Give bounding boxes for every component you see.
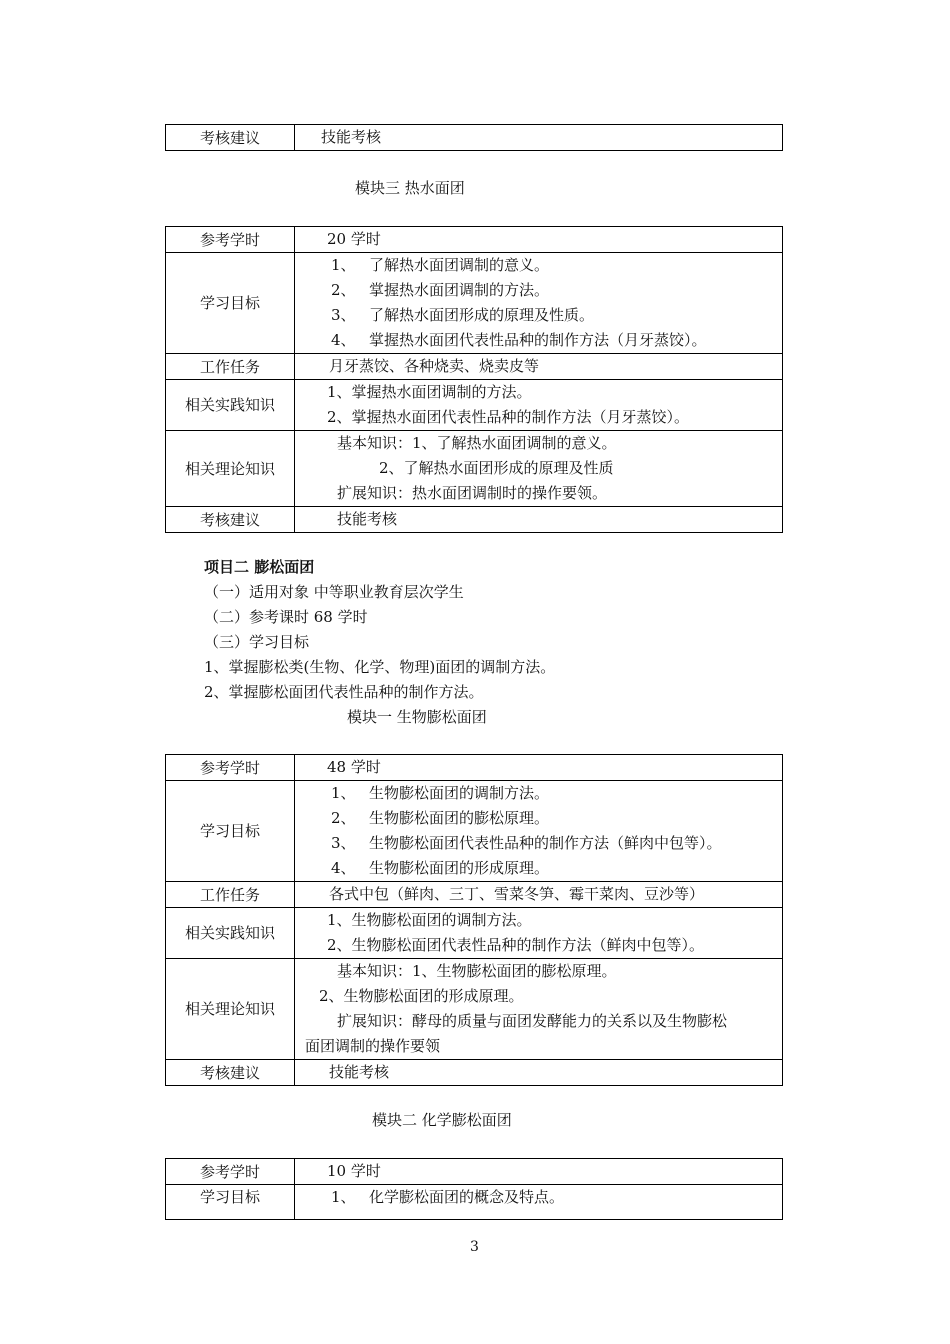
assess-label: 考核建议 (166, 507, 295, 533)
goal-item: 4、 掌握热水面团代表性品种的制作方法（月牙蒸饺）。 (331, 331, 707, 349)
goal-item: 3、 了解热水面团形成的原理及性质。 (331, 306, 595, 324)
task-label: 工作任务 (166, 882, 295, 908)
theory-item: 扩展知识：酵母的质量与面团发酵能力的关系以及生物膨松 (337, 1012, 728, 1030)
assess-label: 考核建议 (166, 1060, 295, 1086)
practice-item: 1、掌握热水面团调制的方法。 (327, 383, 532, 401)
goals-list (295, 1185, 783, 1220)
goal-item: 1、 了解热水面团调制的意义。 (331, 256, 550, 274)
theory-item: 面团调制的操作要领 (305, 1037, 441, 1055)
hours-value: 10 学时 (327, 1162, 381, 1180)
hours-label: 参考学时 (166, 1159, 295, 1185)
hours-value: 20 学时 (327, 230, 381, 248)
theory-item: 2、生物膨松面团的形成原理。 (319, 987, 524, 1005)
hours-label: 参考学时 (166, 227, 295, 253)
module1-title: 模块一 生物膨松面团 (347, 708, 487, 726)
project2-line: 1、掌握膨松类(生物、化学、物理)面团的调制方法。 (204, 658, 556, 676)
goal-item: 4、 生物膨松面团的形成原理。 (331, 859, 550, 877)
module2-title: 模块二 化学膨松面团 (372, 1111, 512, 1129)
module3-table (165, 226, 783, 533)
goal-item: 1、 化学膨松面团的概念及特点。 (331, 1188, 565, 1206)
assess-value: 技能考核 (321, 128, 382, 146)
theory-item: 基本知识：1、了解热水面团调制的意义。 (337, 434, 617, 452)
assess-value: 技能考核 (337, 510, 398, 528)
module2-table (165, 1158, 783, 1220)
project2-line: （一）适用对象 中等职业教育层次学生 (204, 583, 464, 601)
hours-value: 48 学时 (327, 758, 381, 776)
goal-item: 3、 生物膨松面团代表性品种的制作方法（鲜肉中包等）。 (331, 834, 722, 852)
theory-label: 相关理论知识 (166, 431, 295, 507)
goal-item: 2、 生物膨松面团的膨松原理。 (331, 809, 550, 827)
task-value: 各式中包（鲜肉、三丁、雪菜冬笋、霉干菜肉、豆沙等） (329, 885, 705, 903)
assess-label: 考核建议 (166, 125, 295, 151)
hours-label: 参考学时 (166, 755, 295, 781)
theory-item: 2、了解热水面团形成的原理及性质 (379, 459, 614, 477)
task-value: 月牙蒸饺、各种烧卖、烧卖皮等 (329, 357, 540, 375)
page-number: 3 (470, 1239, 479, 1255)
assessment-table-top (165, 124, 783, 151)
project2-heading: 项目二 膨松面团 (204, 558, 315, 576)
goals-label: 学习目标 (166, 1185, 295, 1220)
goals-label: 学习目标 (166, 781, 295, 882)
project2-line: （三）学习目标 (204, 633, 310, 651)
theory-item: 扩展知识：热水面团调制时的操作要领。 (337, 484, 608, 502)
module1-table (165, 754, 783, 1086)
goals-list (295, 781, 783, 882)
practice-item: 1、生物膨松面团的调制方法。 (327, 911, 532, 929)
module3-title: 模块三 热水面团 (355, 179, 465, 197)
practice-item: 2、生物膨松面团代表性品种的制作方法（鲜肉中包等）。 (327, 936, 705, 954)
task-label: 工作任务 (166, 354, 295, 380)
goals-list (295, 253, 783, 354)
theory-item: 基本知识：1、生物膨松面团的膨松原理。 (337, 962, 617, 980)
practice-label: 相关实践知识 (166, 380, 295, 431)
project2-line: 2、掌握膨松面团代表性品种的制作方法。 (204, 683, 484, 701)
practice-label: 相关实践知识 (166, 908, 295, 959)
practice-item: 2、掌握热水面团代表性品种的制作方法（月牙蒸饺）。 (327, 408, 690, 426)
theory-label: 相关理论知识 (166, 959, 295, 1060)
project2-line: （二）参考课时 68 学时 (204, 608, 368, 626)
goal-item: 2、 掌握热水面团调制的方法。 (331, 281, 550, 299)
assess-value: 技能考核 (329, 1063, 390, 1081)
goal-item: 1、 生物膨松面团的调制方法。 (331, 784, 550, 802)
goals-label: 学习目标 (166, 253, 295, 354)
